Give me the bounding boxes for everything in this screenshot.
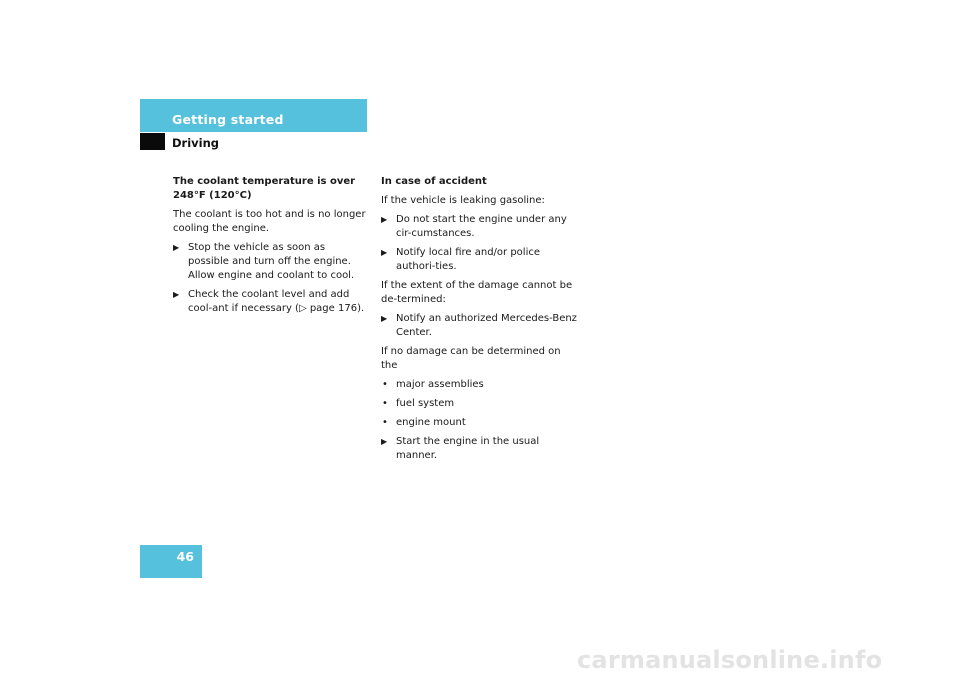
- damage-intro: If the extent of the damage cannot be de-termined:: [381, 280, 573, 305]
- step-item: [173, 288, 368, 316]
- step-arrow-icon: ▶: [173, 290, 180, 299]
- step-item: [381, 246, 579, 274]
- bullet-icon: •: [382, 417, 388, 428]
- step-text: Stop the vehicle as soon as possible and turn off the engine. Allow engine and coolant to cool.: [188, 242, 355, 281]
- step-text: Start the engine in the usual manner.: [396, 436, 540, 461]
- list-item: [381, 378, 579, 392]
- step-item: [381, 213, 579, 241]
- step-arrow-icon: ▶: [381, 437, 388, 446]
- bullet-icon: •: [382, 379, 388, 390]
- list-item: [381, 416, 579, 430]
- leak-intro: If the vehicle is leaking gasoline:: [381, 195, 545, 206]
- bullet-text: fuel system: [396, 398, 455, 409]
- step-text: Do not start the engine under any cir-cumstances.: [396, 214, 567, 239]
- accident-heading: In case of accident: [381, 176, 487, 187]
- step-arrow-icon: ▶: [381, 314, 388, 323]
- bullet-text: engine mount: [396, 417, 466, 428]
- coolant-heading: The coolant temperature is over 248°F (120°C): [173, 176, 356, 201]
- bullet-icon: •: [382, 398, 388, 409]
- step-text: Notify local fire and/or police authori-ties.: [396, 247, 541, 272]
- step-text: Check the coolant level and add cool-ant if necessary (▷ page 176).: [188, 289, 365, 314]
- subsection-title: Driving: [172, 136, 220, 150]
- step-text: Notify an authorized Mercedes-Benz Center.: [396, 313, 577, 338]
- step-arrow-icon: ▶: [173, 243, 180, 252]
- watermark: carmanualsonline.info: [577, 646, 883, 674]
- step-item: [173, 241, 368, 283]
- step-arrow-icon: ▶: [381, 248, 388, 257]
- section-tab: [140, 133, 165, 150]
- no-damage-intro: If no damage can be determined on the: [381, 346, 561, 371]
- left-column: [173, 175, 368, 321]
- coolant-intro: The coolant is too hot and is no longer cooling the engine.: [173, 209, 366, 234]
- list-item: [381, 397, 579, 411]
- step-item: [381, 435, 579, 463]
- section-title: Getting started: [172, 112, 284, 127]
- bullet-text: major assemblies: [396, 379, 484, 390]
- step-arrow-icon: ▶: [381, 215, 388, 224]
- page-number: 46: [176, 549, 194, 564]
- step-item: [381, 312, 579, 340]
- right-column: [381, 175, 579, 468]
